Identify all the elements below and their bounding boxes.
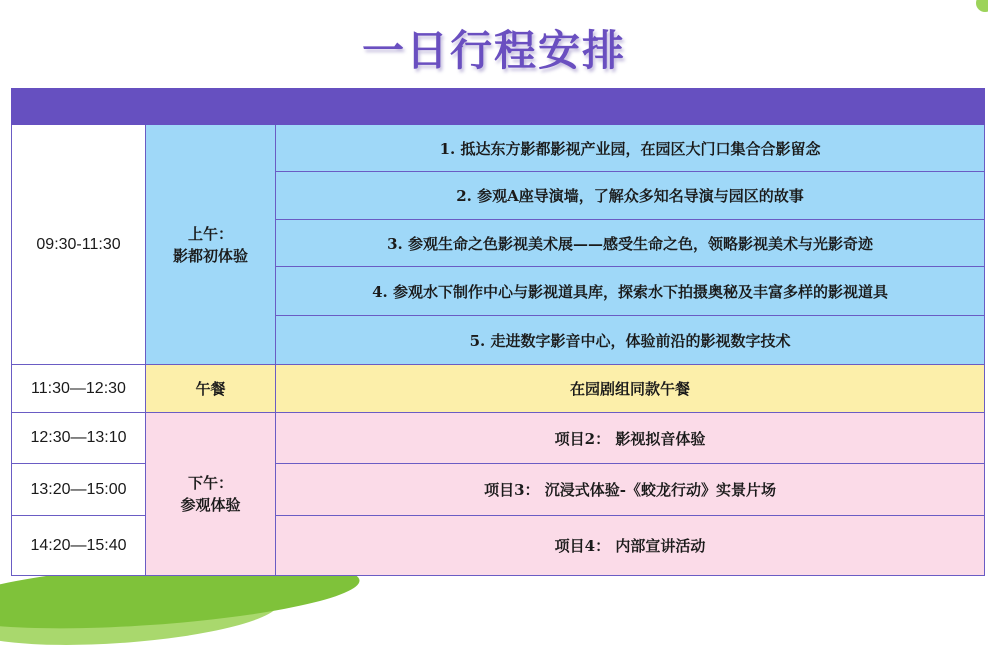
time-cell: 09:30-11:30 [12,125,146,365]
time-cell: 14:20—15:40 [12,516,146,576]
section-label-afternoon [146,413,276,576]
corner-decoration [976,0,988,12]
page-title: 一日行程安排 [361,26,626,75]
activity-cell: 项目3： 沉浸式体验-《蛟龙行动》实景片场 [276,464,985,516]
section-label-lunch: 午餐 [146,365,276,413]
schedule-table [11,88,985,576]
section-label-line: 影都初体验 [172,246,248,265]
table-row [12,413,985,464]
activity-cell: 5. 走进数字影音中心，体验前沿的影视数字技术 [276,316,985,365]
table-row [12,125,985,172]
table-header-bar [12,89,985,125]
activity-cell: 2. 参观A座导演墙，了解众多知名导演与园区的故事 [276,172,985,220]
section-label-morning [146,125,276,365]
activity-cell: 4. 参观水下制作中心与影视道具库，探索水下拍摄奥秘及丰富多样的影视道具 [276,267,985,316]
header-cell [12,89,985,125]
time-cell: 11:30—12:30 [12,365,146,413]
activity-cell: 1. 抵达东方影都影视产业园，在园区大门口集合合影留念 [276,125,985,172]
time-cell: 13:20—15:00 [12,464,146,516]
section-label-line: 参观体验 [180,496,241,514]
time-cell: 12:30—13:10 [12,413,146,464]
activity-cell: 3. 参观生命之色影视美术展——感受生命之色，领略影视美术与光影奇迹 [276,220,985,267]
section-label-line: 上午： [187,224,233,243]
activity-cell: 项目2： 影视拟音体验 [276,413,985,464]
table-row [12,365,985,413]
activity-cell: 项目4： 内部宣讲活动 [276,516,985,576]
section-label-line: 下午： [187,474,233,492]
activity-cell: 在园剧组同款午餐 [276,365,985,413]
